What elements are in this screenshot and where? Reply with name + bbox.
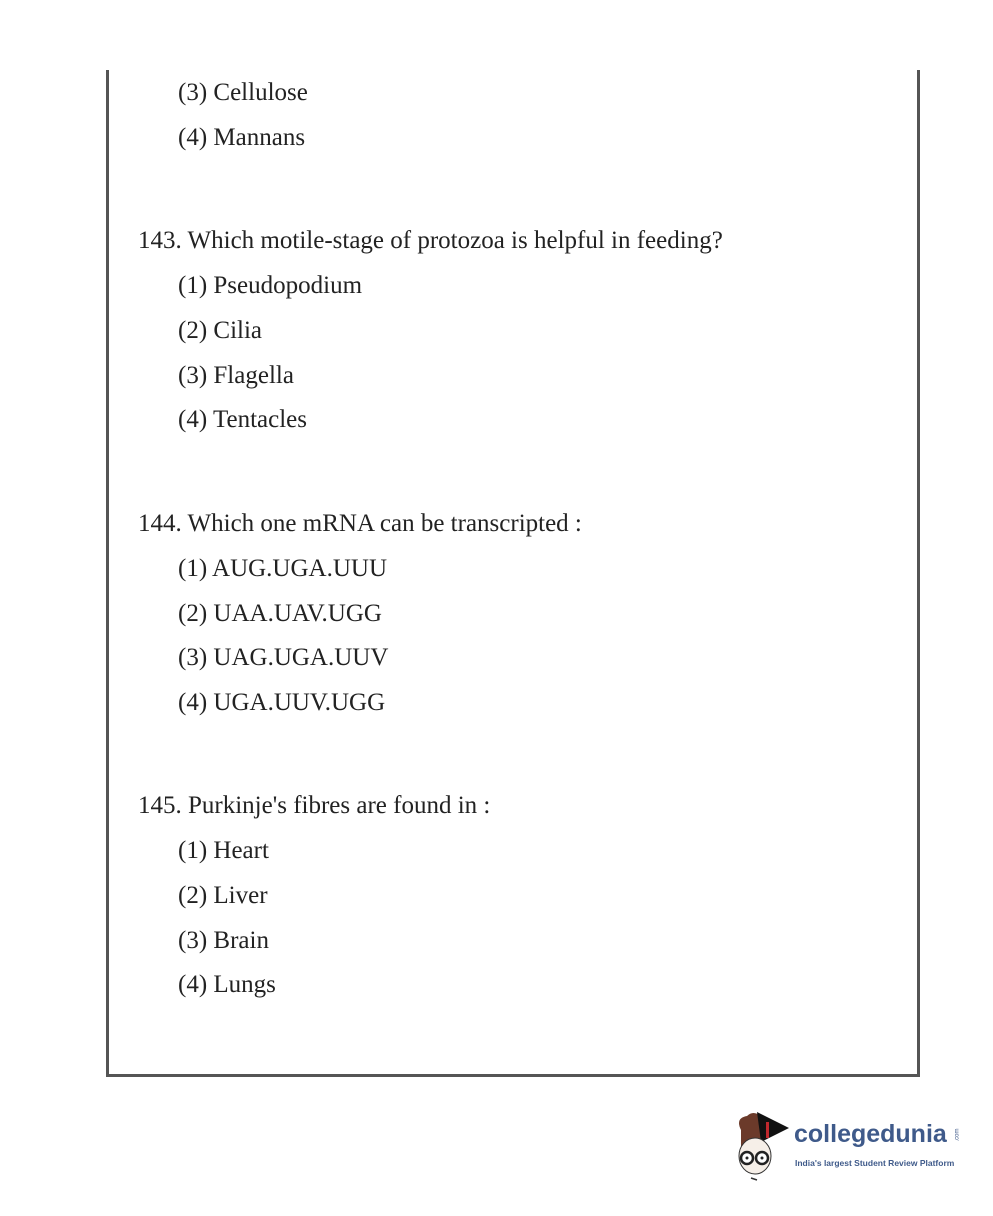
option: (4) Lungs bbox=[178, 971, 276, 998]
option: (4) UGA.UUV.UGG bbox=[178, 689, 386, 716]
mascot-logo-icon bbox=[733, 1108, 793, 1183]
question-144: 144. Which one mRNA can be transcripted : bbox=[138, 510, 582, 537]
option: (4) Mannans bbox=[178, 124, 306, 151]
option: (2) UAA.UAV.UGG bbox=[178, 600, 382, 627]
logo-brand: collegedunia bbox=[794, 1120, 947, 1148]
option: (2) Cilia bbox=[178, 317, 263, 344]
logo-suffix: .com bbox=[954, 1128, 961, 1142]
option: (3) Flagella bbox=[178, 362, 294, 389]
option: (2) Liver bbox=[178, 882, 268, 909]
option: (4) Tentacles bbox=[178, 406, 307, 433]
option: (3) Cellulose bbox=[178, 79, 308, 106]
option: (1) AUG.UGA.UUU bbox=[178, 555, 388, 582]
question-145: 145. Purkinje's fibres are found in : bbox=[138, 792, 491, 819]
option: (3) UAG.UGA.UUV bbox=[178, 644, 389, 671]
logo-tagline: India's largest Student Review Platform bbox=[795, 1158, 955, 1168]
option: (3) Brain bbox=[178, 927, 269, 954]
question-143: 143. Which motile-stage of protozoa is helpful in feeding? bbox=[138, 227, 723, 254]
option: (1) Heart bbox=[178, 837, 269, 864]
option: (1) Pseudopodium bbox=[178, 272, 363, 299]
